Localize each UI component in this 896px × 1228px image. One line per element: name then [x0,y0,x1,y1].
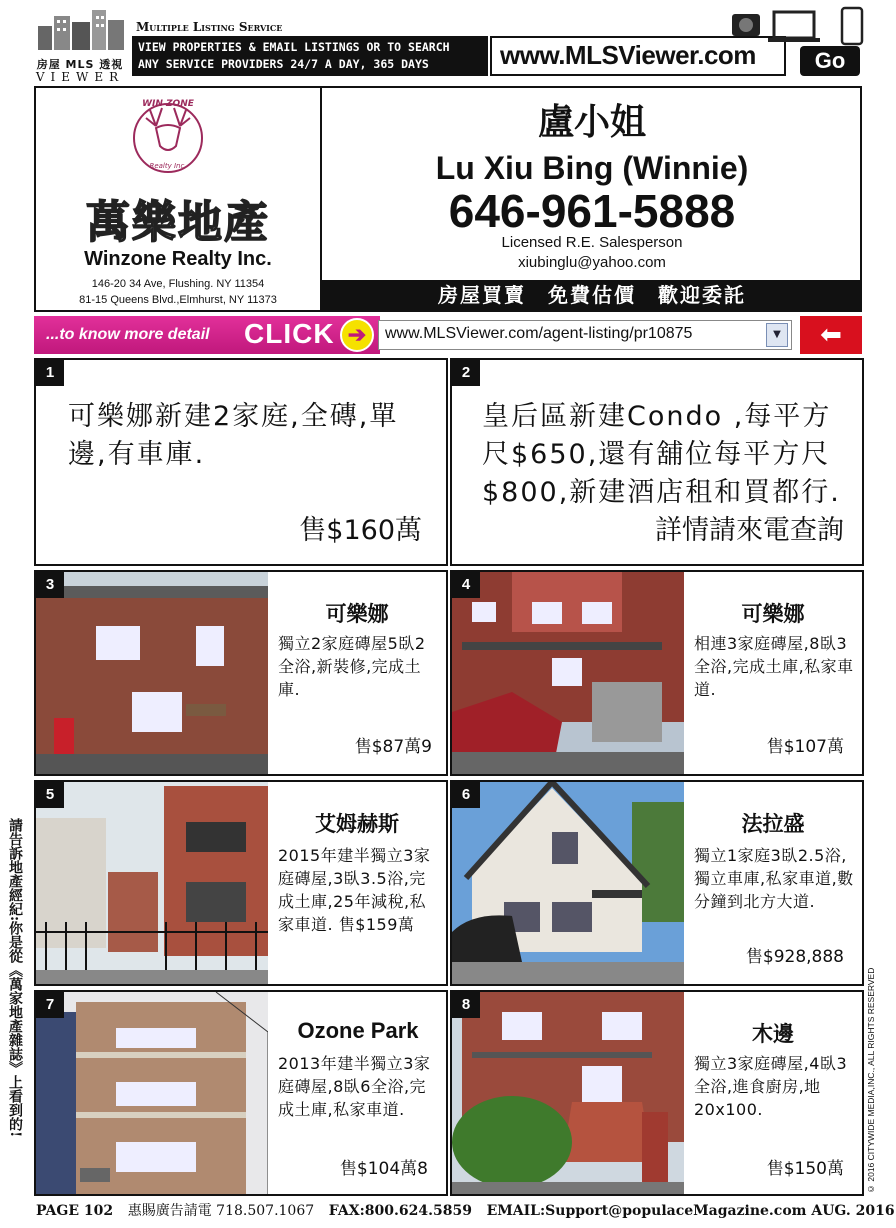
listing-description: 皇后區新建Condo ,每平方尺$650,還有舖位每平方尺$800,新建酒店租和買都行. [482,401,841,508]
listing-number: 6 [452,782,480,808]
logo-brand-text: WIN ZONE [142,99,194,109]
listing-title: 可樂娜 [741,602,805,626]
listing-price: 售$150萬 [766,1159,844,1179]
issue-date: AUG. 2016 [811,1203,895,1219]
house-photo [452,992,684,1194]
listing-3[interactable] [34,570,448,776]
click-more-label: ...to know more detail [46,326,210,343]
ad-phone: 惠賜廣告請電 718.507.1067 [127,1203,315,1219]
arrow-left-icon: ⬅ [820,320,842,350]
click-bar [34,316,862,354]
logo-chinese: 房屋 MLS 透視 [36,58,124,71]
listing-number: 2 [452,360,480,386]
listing-description: 可樂娜新建2家庭,全磚,單邊,有車庫. [68,401,399,470]
listing-description [278,844,438,936]
agent-card [34,86,862,312]
site-url-link[interactable]: www.MLSViewer.com [490,36,786,76]
listing-number: 5 [36,782,64,808]
listing-description: 獨立3家庭磚屋,4臥3全浴,進食廚房,地20x100. [694,1054,848,1119]
listing-description: 2013年建半獨立3家庭磚屋,8臥6全浴,完成土庫,私家車道. [278,1054,431,1119]
listing-5[interactable] [34,780,448,986]
mls-service-title: Multiple Listing Service [136,20,283,34]
header-banner [0,0,896,86]
listing-title: 木邊 [752,1022,794,1046]
house-photo [36,992,268,1194]
listing-1[interactable] [34,358,448,566]
listing-6[interactable] [450,780,864,986]
agent-name: Lu Xiu Bing (Winnie) [435,150,749,186]
company-panel [36,88,322,310]
agent-license: Licensed R.E. Salesperson [501,234,683,251]
listing-8[interactable] [450,990,864,1196]
page-number: PAGE 102 [36,1203,114,1219]
listing-price: 售$107萬 [766,737,844,757]
city-buildings-icon [30,8,130,54]
tagline-line-2: ANY SERVICE PROVIDERS 24/7 A DAY, 365 DAYS [138,57,429,71]
listing-title: 艾姆赫斯 [315,812,399,836]
listing-2[interactable] [450,358,864,566]
deer-logo-icon [128,96,208,176]
listing-description: 相連3家庭磚屋,8臥3全浴,完成土庫,私家車道. [694,634,854,699]
listing-number: 1 [36,360,64,386]
tagline-line-1: VIEW PROPERTIES & EMAIL LISTINGS OR TO SEARCH [138,40,450,54]
chevron-down-icon[interactable]: ▼ [766,323,788,347]
listing-description: 獨立2家庭磚屋5臥2全浴,新裝修,完成土庫. [278,634,426,699]
side-notice: 請告訴地產經紀:你是從《萬家地產雜誌》上看到的! [7,818,23,1138]
support-email[interactable]: EMAIL:Support@populaceMagazine.com [486,1203,807,1219]
listing-price: 售$928,888 [745,947,844,967]
listing-title: Ozone Park [297,1018,419,1043]
agent-email[interactable]: xiubinglu@yahoo.com [518,254,666,271]
house-photo [36,572,268,774]
listing-price: 售$160萬 [299,515,422,546]
listing-description: 獨立1家庭3臥2.5浴,獨立車庫,私家車道,數分鐘到北方大道. [694,846,854,911]
mls-tagline [132,36,488,76]
house-photo [452,572,684,774]
company-address [36,276,320,308]
mls-viewer-logo[interactable] [30,8,130,84]
listing-price: 售$87萬9 [354,737,432,757]
listing-number: 4 [452,572,480,598]
listing-note: 詳情請來電查詢 [655,515,844,546]
company-name-chinese: 萬樂地產 [86,197,270,248]
devices-icon [730,6,870,48]
listing-description-text: 2015年建半獨立3家庭磚屋,3臥3.5浴,完成土庫,25年減稅,私家車道. [278,846,431,934]
listing-number: 3 [36,572,64,598]
arrow-right-icon[interactable]: ➔ [340,318,374,352]
click-label: CLICK [244,318,335,349]
agent-name-chinese: 盧小姐 [537,102,646,143]
logo-sub-text: Realty Inc. [149,162,187,170]
listing-price: 售$159萬 [338,915,415,934]
agent-slogan: 房屋買賣 免費估價 歡迎委託 [322,280,862,310]
click-banner[interactable] [34,316,380,354]
listing-title: 可樂娜 [325,602,389,626]
page-footer [36,1200,895,1222]
back-arrow-button[interactable] [800,316,862,354]
address-line-1: 146-20 34 Ave, Flushing. NY 11354 [91,278,265,290]
house-photo [452,782,684,984]
agent-listing-url-field[interactable]: www.MLSViewer.com/agent-listing/pr10875 [378,320,792,350]
go-button[interactable]: Go [800,46,860,76]
address-line-2: 81-15 Queens Blvd.,Elmhurst, NY 11373 [79,294,277,306]
logo-viewer-text: VIEWER [35,70,125,84]
agent-phone[interactable]: 646-961-5888 [448,185,736,237]
listing-number: 8 [452,992,480,1018]
listing-title: 法拉盛 [741,812,805,836]
fax-number: FAX:800.624.5859 [328,1203,472,1219]
listing-4[interactable] [450,570,864,776]
listing-7[interactable] [34,990,448,1196]
agent-panel [324,88,860,310]
company-name: Winzone Realty Inc. [84,248,272,270]
listing-price: 售$104萬8 [339,1159,428,1179]
copyright-notice: © 2016 CITYWIDE MEDIA,INC., ALL RIGHTS RESERVED [866,967,876,1194]
listing-number: 7 [36,992,64,1018]
house-photo [36,782,268,984]
